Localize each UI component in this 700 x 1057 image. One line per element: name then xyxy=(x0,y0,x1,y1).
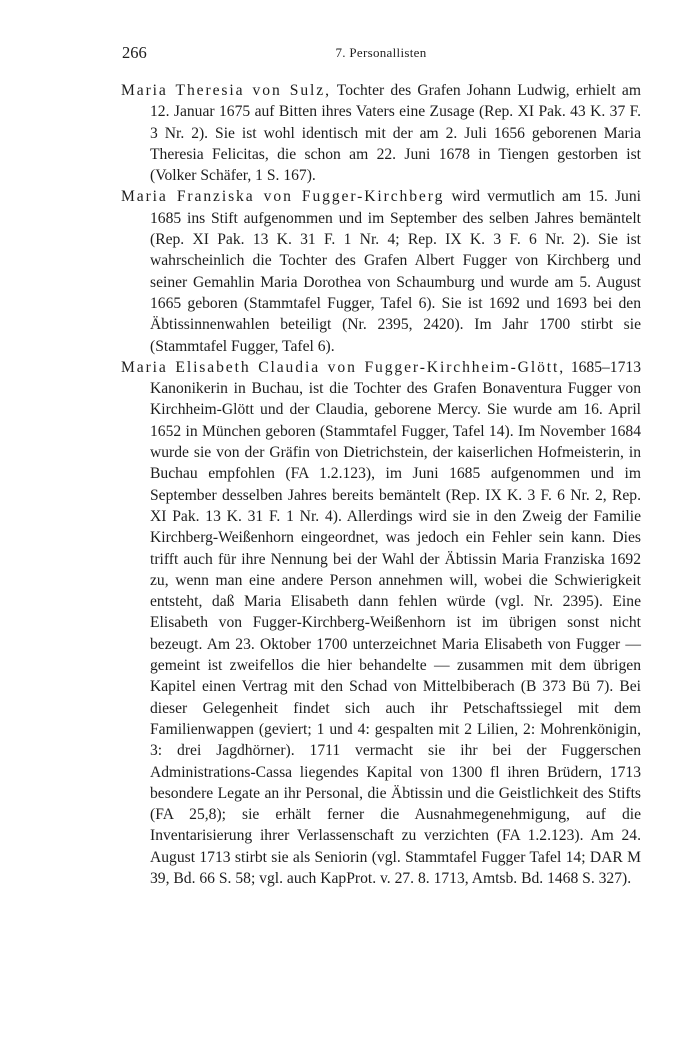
entry-text: 1685–1713 Kanonikerin in Buchau, ist die Tochter des Grafen Bonaventura Fugger von Kirchheim-Glött und der Claudia, geborene Mercy. Sie wurde am 16. April 1652 in München geboren (Stammtafel Fugger, Tafel 14). Im November 1684 wurde sie von der Gräfin von Dietrichstein, der kaiserlichen Hofmeisterin, in Buchau empfohlen (FA 1.2.123), im Juni 1685 aufgenommen und im September desselben Jahres bereits bemäntelt (Rep. IX K. 3 F. 6 Nr. 2, Rep. XI Pak. 13 K. 31 F. 1 Nr. 4). Allerdings wird sie in den Zweig der Familie Kirchberg-Weißenhorn eingeordnet, was jedoch ein Fehler sein kann. Dies trifft auch für ihre Nennung bei der Wahl der Äbtissin Maria Franziska 1692 zu, wenn man eine andere Person annehmen will, wobei die Schwierigkeit entsteht, daß Maria Elisabeth dann fehlen würde (vgl. Nr. 2395). Eine Elisabeth von Fugger-Kirchberg-Weißenhorn ist im übrigen sonst nicht bezeugt. Am 23. Oktober 1700 unterzeichnet Maria Elisabeth von Fugger — gemeint ist zweifellos die hier behandelte — zusammen mit dem übrigen Kapitel einen Vertrag mit den Schad von Mittelbiberach (B 373 Bü 7). Bei dieser Gelegenheit findet sich auch ihr Petschaftssiegel mit dem Familienwappen (geviert; 1 und 4: gespalten mit 2 Lilien, 2: Mohrenkönigin, 3: drei Jagdhörner). 1711 vermacht sie ihr bei der Fuggerschen Administrations-Cassa liegendes Kapital von 1300 fl ihren Brüdern, 1713 besondere Legate an ihr Personal, die Äbtissin und die Geistlichkeit des Stifts (FA 25,8); sie erhält ferner die Ausnahmegenehmigung, auf die Inventarisierung ihrer Verlassenschaft zu verzichten (FA 1.2.123). Am 24. August 1713 stirbt sie als Seniorin (vgl. Stammtafel Fugger Tafel 14; DAR M 39, Bd. 66 S. 58; vgl. auch KapProt. v. 27. 8. 1713, Amtsb. Bd. 1468 S. 327). xyxy=(150,358,641,887)
entry-name: Maria Theresia von Sulz, xyxy=(121,82,331,99)
entry-text: wird vermutlich am 15. Juni 1685 ins Stift aufgenommen und im September des selben Jahres bemäntelt (Rep. XI Pak. 13 K. 31 F. 1 Nr. 4; Rep. IX K. 3 F. 6 Nr. 2). Sie ist wahrscheinlich die Tochter des Grafen Albert Fugger von Kirchberg und seiner Gemahlin Maria Dorothea von Schaumburg und wurde am 5. August 1665 geboren (Stammtafel Fugger, Tafel 6). Sie ist 1692 und 1693 bei den Äbtissinnenwahlen beteiligt (Nr. 2395, 2420). Im Jahr 1700 stirbt sie (Stammtafel Fugger, Tafel 6). xyxy=(150,188,641,355)
running-head: 7. Personallisten xyxy=(335,45,427,60)
entry-text: Tochter des Grafen Johann Ludwig, erhielt am 12. Januar 1675 auf Bitten ihres Vaters eine Zusage (Rep. XI Pak. 43 K. 37 F. 3 Nr. 2). Sie ist wohl identisch mit der am 2. Juli 1656 geborenen Maria Theresia Felicitas, die schon am 22. Juni 1678 in Tiengen gestorben ist (Volker Schäfer, 1 S. 167). xyxy=(150,82,641,185)
page-header xyxy=(122,43,640,65)
entry xyxy=(121,80,641,186)
entry-list xyxy=(121,80,641,889)
entry-name: Maria Franziska von Fugger-Kirchberg xyxy=(121,188,445,206)
entry xyxy=(121,186,641,356)
entry-name: Maria Elisabeth Claudia von Fugger-Kirchheim-Glött, xyxy=(121,358,566,376)
page-number: 266 xyxy=(122,43,147,62)
entry xyxy=(121,357,641,889)
